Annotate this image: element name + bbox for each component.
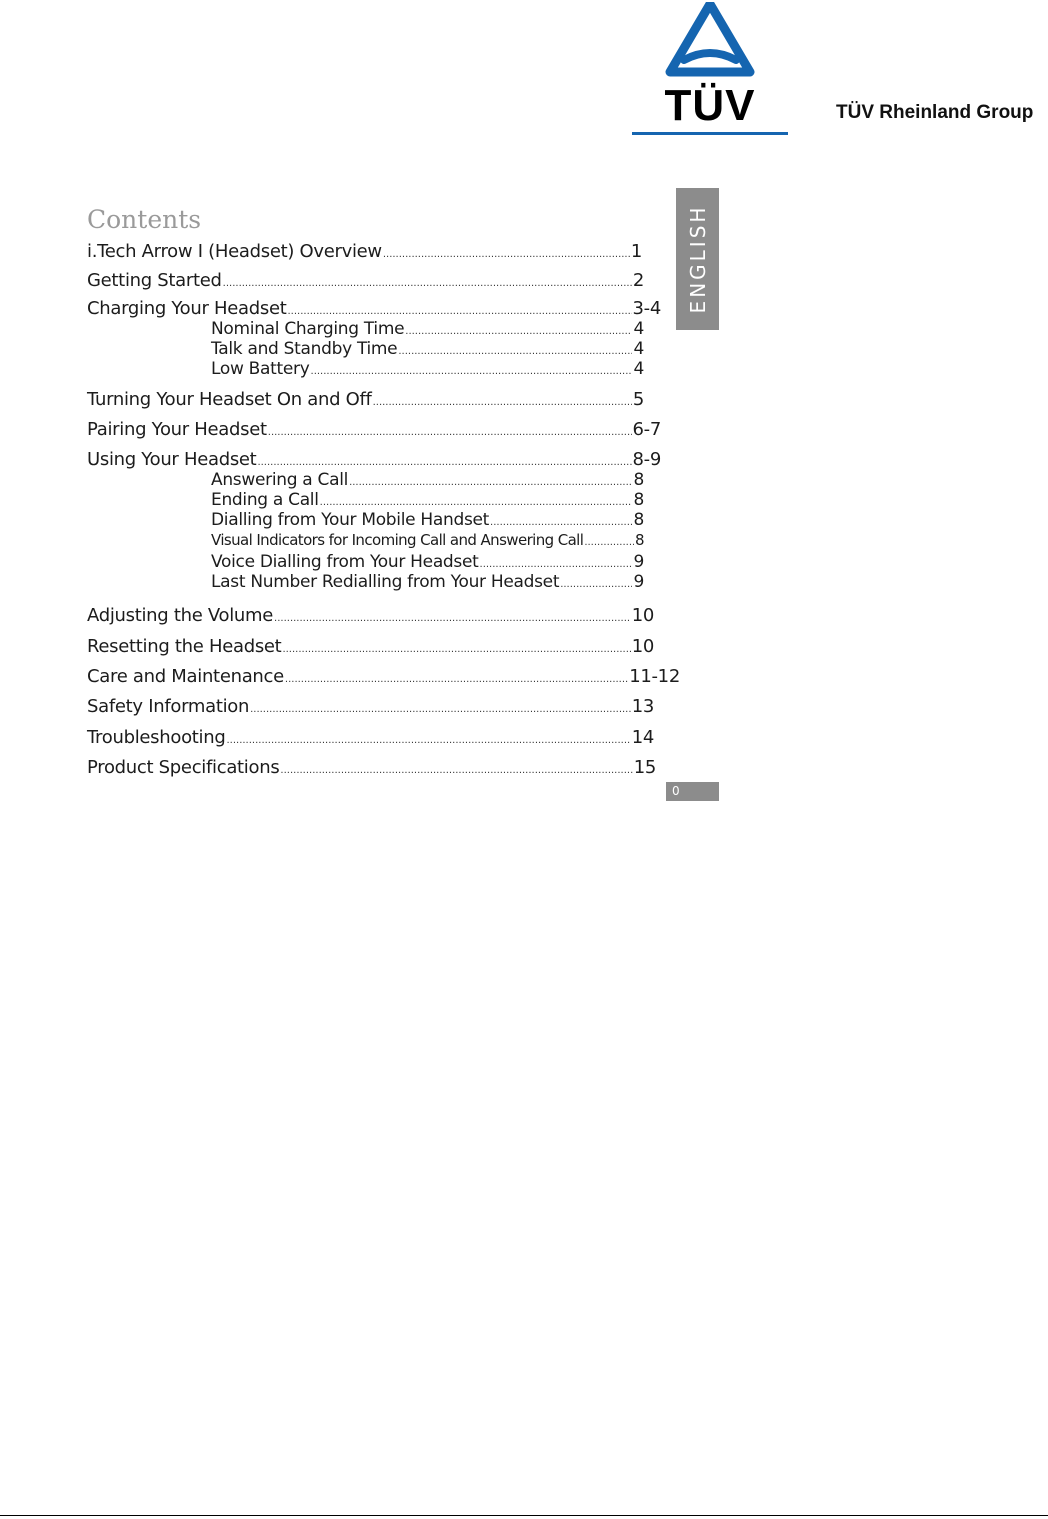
toc-entry[interactable] [87, 636, 654, 657]
toc-subentry[interactable] [211, 572, 644, 592]
group-name: TÜV Rheinland Group [836, 102, 1034, 123]
toc-entry-label: Voice Dialling from Your Headset [211, 552, 479, 572]
toc-subentry[interactable] [211, 319, 644, 339]
toc-entry-label: Troubleshooting [87, 727, 226, 748]
toc-entry-label: Nominal Charging Time [211, 319, 405, 339]
table-of-contents [0, 0, 720, 800]
toc-entry-page: 6-7 [632, 419, 661, 440]
toc-entry-label: Charging Your Headset [87, 298, 287, 319]
toc-entry-label: Adjusting the Volume [87, 605, 274, 626]
toc-entry-label: Using Your Headset [87, 449, 257, 470]
toc-entry-page: 4 [633, 319, 644, 339]
toc-entry[interactable] [87, 241, 642, 262]
toc-subentry[interactable] [211, 339, 644, 359]
toc-entry-page: 4 [633, 359, 644, 379]
contents-heading: Contents [87, 205, 202, 234]
toc-entry[interactable] [87, 605, 654, 626]
toc-entry-page: 10 [631, 636, 654, 657]
toc-entry-page: 9 [633, 552, 644, 572]
toc-entry-label: Ending a Call [211, 490, 319, 510]
toc-entry-label: Safety Information [87, 696, 250, 717]
toc-entry-page: 8 [633, 510, 644, 530]
toc-entry[interactable] [87, 757, 656, 778]
toc-entry-label: Getting Started [87, 270, 222, 291]
logo-wordmark: TÜV [664, 81, 756, 130]
toc-entry-label: Pairing Your Headset [87, 419, 267, 440]
toc-entry-page: 9 [633, 572, 644, 592]
bottom-divider [0, 1515, 1048, 1516]
toc-subentry[interactable] [211, 359, 644, 379]
toc-entry-label: Last Number Redialling from Your Headset [211, 572, 560, 592]
toc-entry-label: Answering a Call [211, 470, 349, 490]
toc-entry[interactable] [87, 727, 654, 748]
toc-entry[interactable] [87, 419, 661, 440]
toc-subentry[interactable] [211, 470, 644, 490]
toc-entry-page: 8 [633, 470, 644, 490]
toc-subentry[interactable] [211, 490, 644, 510]
toc-entry-page: 3-4 [632, 298, 661, 319]
toc-entry-page: 1 [630, 241, 642, 262]
toc-entry-page: 8 [633, 490, 644, 510]
toc-entry-label: Dialling from Your Mobile Handset [211, 510, 490, 530]
toc-entry-label: Product Specifications [87, 757, 280, 778]
toc-entry[interactable] [87, 270, 644, 291]
toc-entry-label: Turning Your Headset On and Off [87, 389, 372, 410]
toc-entry[interactable] [87, 449, 661, 470]
toc-entry-page: 11-12 [629, 666, 680, 687]
toc-entry[interactable] [87, 696, 654, 717]
toc-entry-page: 4 [633, 339, 644, 359]
toc-entry-page: 2 [632, 270, 644, 291]
toc-entry-page: 14 [631, 727, 654, 748]
toc-entry[interactable] [87, 666, 680, 687]
toc-entry[interactable] [87, 389, 644, 410]
toc-entry-label: Low Battery [211, 359, 310, 379]
toc-subentry[interactable] [211, 510, 644, 530]
toc-entry-label: Visual Indicators for Incoming Call and Answering Call [211, 531, 584, 549]
toc-subentry[interactable] [211, 531, 644, 549]
toc-entry-page: 5 [632, 389, 644, 410]
toc-entry-page: 15 [633, 757, 656, 778]
page-number-tab: 0 [666, 782, 719, 801]
toc-subentry[interactable] [211, 552, 644, 572]
language-tab [676, 188, 719, 330]
toc-entry-label: i.Tech Arrow I (Headset) Overview [87, 241, 382, 262]
toc-entry-label: Talk and Standby Time [211, 339, 398, 359]
toc-entry-label: Care and Maintenance [87, 666, 284, 687]
language-tab-label: ENGLISH [685, 204, 710, 314]
toc-entry-page: 8-9 [632, 449, 661, 470]
toc-entry-label: Resetting the Headset [87, 636, 282, 657]
toc-entry-page: 10 [631, 605, 654, 626]
toc-entry-page: 13 [631, 696, 654, 717]
toc-entry-page: 8 [635, 531, 644, 549]
toc-entry[interactable] [87, 298, 661, 319]
